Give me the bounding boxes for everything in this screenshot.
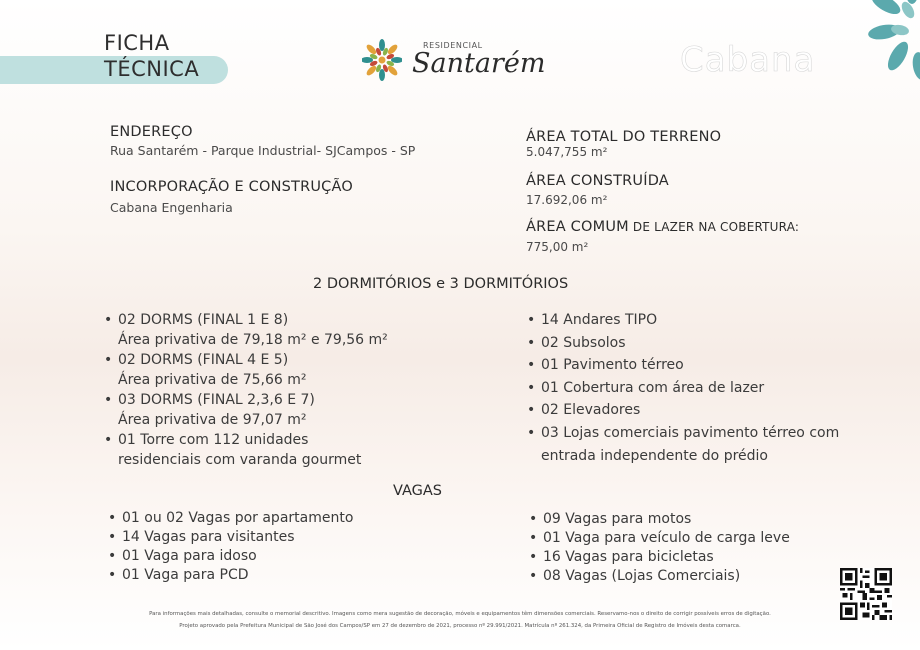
vagas-left-list: [108, 509, 353, 585]
built-area-label: ÁREA CONSTRUÍDA: [526, 173, 669, 189]
dorms-heading: 2 DORMITÓRIOS e 3 DORMITÓRIOS: [313, 276, 569, 292]
total-area-value: 5.047,755 m²: [526, 145, 608, 159]
list-item: [104, 350, 388, 390]
common-area-label-rest: DE LAZER NA COBERTURA:: [628, 220, 800, 234]
list-item: • 08 Vagas (Lojas Comerciais): [529, 567, 790, 586]
list-item: [104, 390, 388, 430]
list-item: • 16 Vagas para bicicletas: [529, 548, 790, 567]
vagas-right-list: [529, 510, 790, 586]
flower-logo-icon: [362, 38, 402, 84]
common-area-label: [526, 219, 799, 235]
dorm-sub: residenciais com varanda gourmet: [118, 452, 362, 468]
list-item: • 03 Lojas comerciais pavimento térreo com: [527, 422, 839, 445]
cabana-brand: Cabana: [680, 40, 816, 80]
page-title: [104, 30, 199, 82]
common-area-value: 775,00 m²: [526, 240, 589, 254]
dorm-sub: Área privativa de 97,07 m²: [118, 412, 307, 428]
logo-residencial-text: RESIDENCIAL: [423, 41, 483, 50]
list-item: • 01 ou 02 Vagas por apartamento: [108, 509, 353, 528]
footer-disclaimer: Para informações mais detalhadas, consulte o memorial descritivo. Imagens como mera sugestão de decoração, móveis e equipamentos têm dimensões comerciais. Reservamo-nos o direito de corrigir possíveis erros de digitação.: [149, 611, 771, 617]
list-item: • 09 Vagas para motos: [529, 510, 790, 529]
list-item: • 01 Vaga para veículo de carga leve: [529, 529, 790, 548]
page-title-line1: FICHA: [104, 31, 170, 55]
dorm-title: 01 Torre com 112 unidades: [118, 432, 309, 448]
common-area-label-main: ÁREA COMUM: [526, 219, 629, 235]
builder-value: Cabana Engenharia: [110, 200, 233, 215]
list-item: • 01 Pavimento térreo: [527, 354, 839, 377]
logo-santarem-text: Santarém: [412, 48, 546, 79]
dorms-left-list: [104, 310, 388, 470]
built-area-value: 17.692,06 m²: [526, 193, 608, 207]
dorms-right-list: [527, 309, 839, 467]
corner-flower-icon: [838, 0, 920, 80]
list-item: • 02 Elevadores: [527, 399, 839, 422]
residencial-santarem-logo: [362, 36, 546, 88]
common-area-section: [526, 219, 799, 254]
dorm-sub: Área privativa de 79,18 m² e 79,56 m²: [118, 332, 388, 348]
page-title-line2: TÉCNICA: [104, 57, 200, 81]
dorm-sub: Área privativa de 75,66 m²: [118, 372, 307, 388]
dorm-title: 03 DORMS (FINAL 2,3,6 E 7): [118, 392, 315, 408]
list-item: [104, 430, 388, 470]
total-area-label: ÁREA TOTAL DO TERRENO: [526, 129, 722, 145]
list-item: [104, 310, 388, 350]
address-value: Rua Santarém - Parque Industrial- SJCampos - SP: [110, 143, 416, 158]
dorm-title: 02 DORMS (FINAL 1 E 8): [118, 312, 289, 328]
vagas-heading: VAGAS: [393, 483, 443, 499]
total-area-section: [526, 129, 721, 159]
list-item: • 02 Subsolos: [527, 332, 839, 355]
address-label: ENDEREÇO: [110, 124, 193, 140]
dorm-title: 02 DORMS (FINAL 4 E 5): [118, 352, 289, 368]
list-item-continuation: entrada independente do prédio: [541, 447, 768, 464]
footer-approval: Projeto aprovado pela Prefeitura Municipal de São José dos Campos/SP em 27 de dezembro de 2021, processo nº 29.991/2021. Matrícula nº 261.324, da Primeira Oficial de Registro de Imóveis desta comarca.: [179, 623, 741, 629]
builder-section: [110, 179, 353, 215]
list-item: • 01 Vaga para idoso: [108, 547, 353, 566]
builder-label: INCORPORAÇÃO E CONSTRUÇÃO: [110, 179, 353, 195]
list-item: • 14 Andares TIPO: [527, 309, 839, 332]
list-item: • 01 Cobertura com área de lazer: [527, 377, 839, 400]
address-section: [110, 124, 415, 158]
built-area-section: [526, 173, 669, 207]
list-item: • 14 Vagas para visitantes: [108, 528, 353, 547]
list-item: • 01 Vaga para PCD: [108, 566, 353, 585]
